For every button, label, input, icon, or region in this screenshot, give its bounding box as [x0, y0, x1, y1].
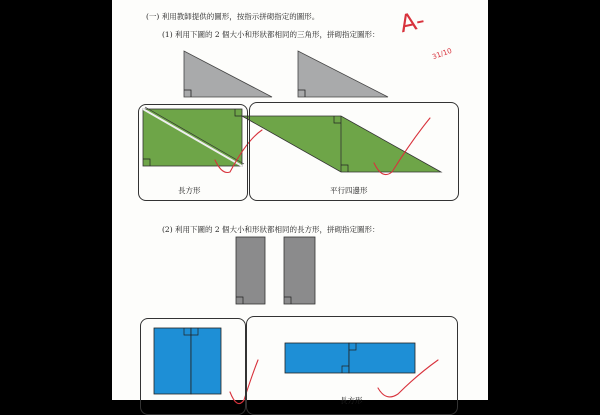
answer-box-square	[140, 318, 246, 415]
question-1-text: (1) 利用下圖的 2 個大小和形狀都相同的三角形，拼砌指定圖形：	[162, 30, 380, 39]
given-triangle-1	[184, 51, 272, 97]
teacher-grade: A-	[397, 5, 428, 39]
caption-rectangle-bottom: 長方形	[340, 396, 363, 405]
caption-rectangle: 長方形	[178, 186, 201, 195]
question-2-text: (2) 利用下圖的 2 個大小和形狀都相同的長方形，拼砌指定圖形：	[162, 225, 380, 234]
given-rectangle-1	[236, 237, 265, 304]
worksheet-page	[112, 0, 488, 405]
instruction-main: (一) 利用教師提供的圖形，按指示拼砌指定的圖形。	[146, 12, 320, 21]
given-rectangle-2	[284, 237, 315, 304]
given-triangle-2	[298, 51, 388, 97]
teacher-date: 31/10	[431, 46, 453, 62]
caption-parallelogram: 平行四邊形	[330, 186, 368, 195]
